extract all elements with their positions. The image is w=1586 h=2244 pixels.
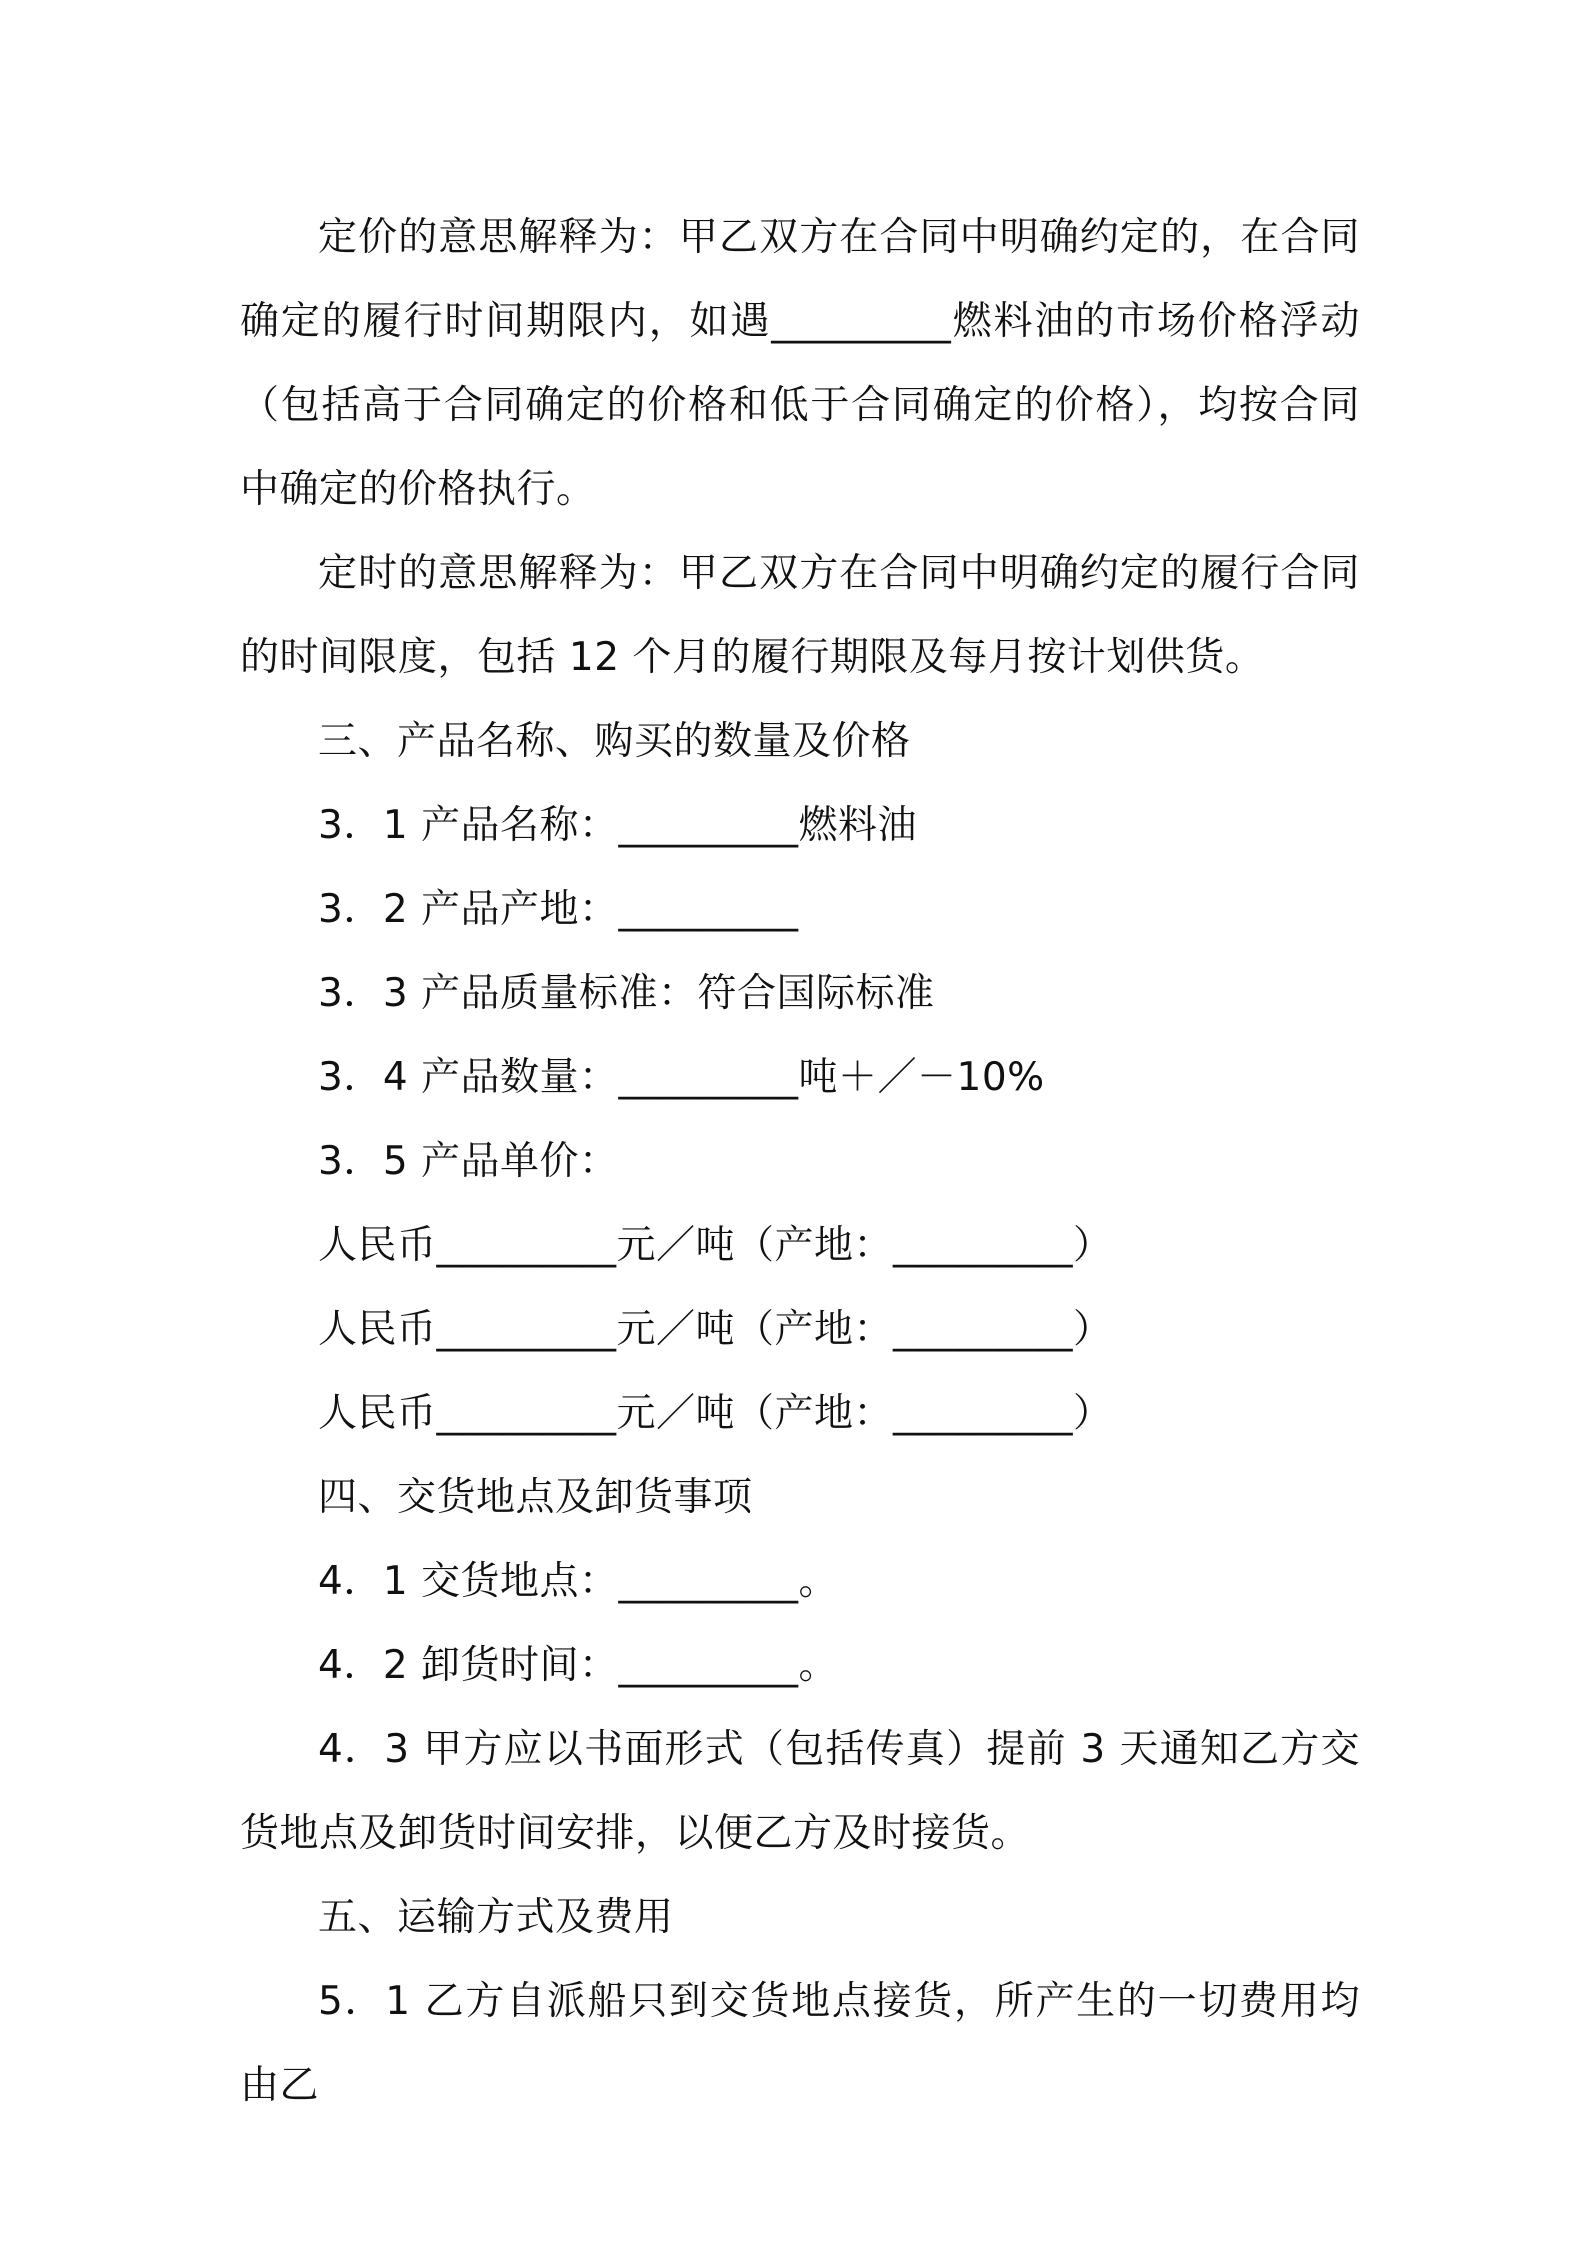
- item-3-1-product-name: 3．1 产品名称：_________燃料油: [318, 803, 918, 848]
- item-5-1-shipping-paragraph: 5．1 乙方自派船只到交货地点接货，所产生的一切费用均由乙: [240, 1979, 1360, 2108]
- item-3-3-quality-standard: 3．3 产品质量标准：符合国际标准: [318, 971, 935, 1016]
- item-3-4-quantity: 3．4 产品数量：_________吨＋／－10%: [318, 1055, 1045, 1100]
- item-4-2-unloading-time: 4．2 卸货时间：_________。: [318, 1643, 839, 1688]
- paragraph-pricing-definition: 定价的意思解释为：甲乙双方在合同中明确约定的，在合同确定的履行时间期限内，如遇_________燃料油的市场价格浮动（包括高于合同确定的价格和低于合同确定的价格），均按合同中确定的价格执行。: [240, 215, 1360, 512]
- price-line-3: 人民币_________元／吨（产地：_________）: [318, 1391, 1113, 1436]
- paragraph-timing-definition: 定时的意思解释为：甲乙双方在合同中明确约定的履行合同的时间限度，包括 12 个月的履行期限及每月按计划供货。: [240, 551, 1360, 680]
- item-3-2-product-origin: 3．2 产品产地：_________: [318, 887, 799, 932]
- document-page: [240, 196, 1360, 2128]
- price-line-2: 人民币_________元／吨（产地：_________）: [318, 1307, 1113, 1352]
- price-line-1: 人民币_________元／吨（产地：_________）: [318, 1223, 1113, 1268]
- section-5-title: 五、运输方式及费用: [318, 1895, 674, 1940]
- item-3-5-unit-price: 3．5 产品单价：: [318, 1139, 619, 1184]
- item-4-3-notice-paragraph: 4．3 甲方应以书面形式（包括传真）提前 3 天通知乙方交货地点及卸货时间安排，以便乙方及时接货。: [240, 1727, 1360, 1856]
- item-4-1-delivery-location: 4．1 交货地点：_________。: [318, 1559, 839, 1604]
- section-3-title: 三、产品名称、购买的数量及价格: [318, 719, 911, 764]
- section-4-title: 四、交货地点及卸货事项: [318, 1475, 753, 1520]
